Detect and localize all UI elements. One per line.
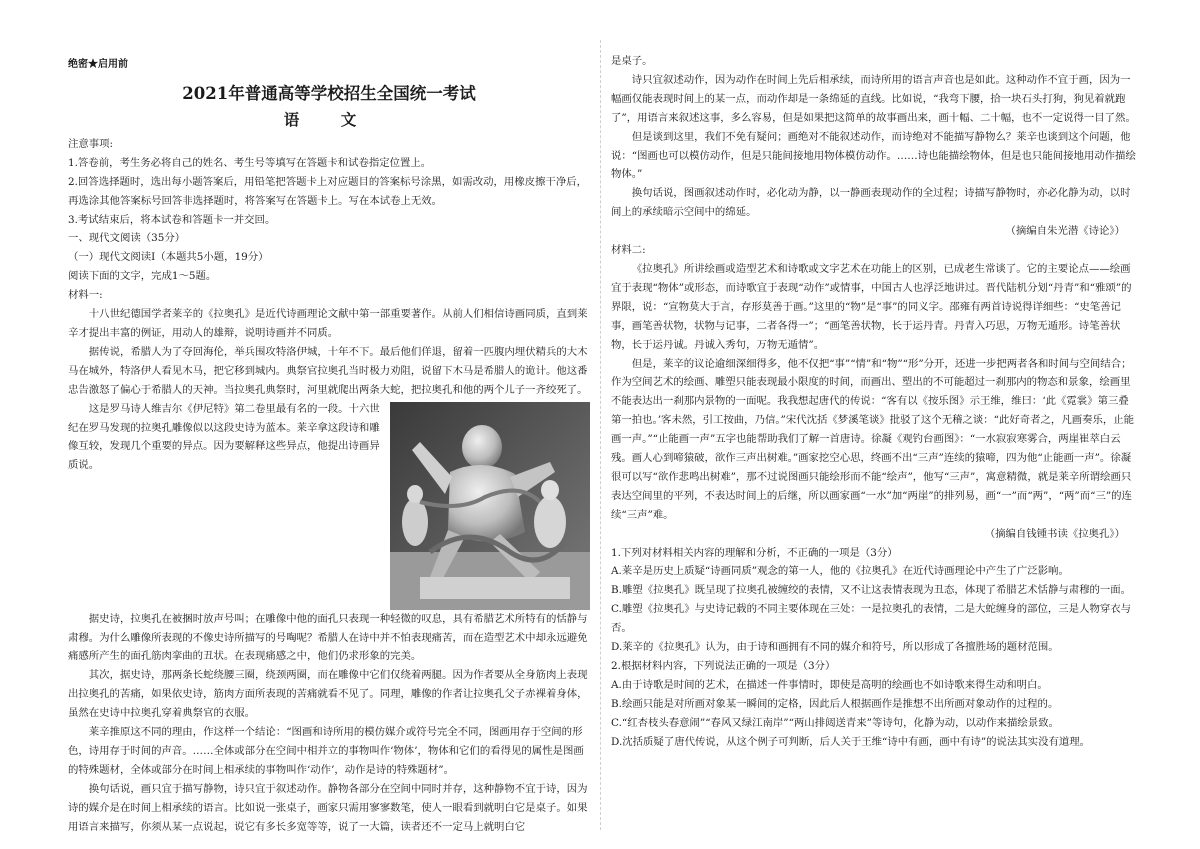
paragraph: 据史诗，拉奥孔在被捆时放声号叫；在雕像中他的面孔只表现一种轻微的叹息，具有希腊艺术所特有的恬静与肃穆。为什么雕像所表现的不像史诗所描写的号啕呢？希腊人在诗中并不怕表现痛苦，而在造型艺术中却永远避免痛感所产生的面孔筋肉挛曲的丑状。在表现痛感之中，他们仍求形象的完美。 xyxy=(68,612,588,663)
subject-title: 语 文 xyxy=(283,109,375,129)
question-option: B.绘画只能是对所画对象某一瞬间的定格，因此后人根据画作是推想不出所画对象动作的过程的。 xyxy=(611,697,1059,710)
notes-heading: 注意事项: xyxy=(68,137,114,150)
source-citation: （摘编自钱锺书读《拉奥孔》） xyxy=(984,527,1125,540)
note-item: 1.答卷前，考生务必将自己的姓名、考生号等填写在答题卡和试卷指定位置上。 xyxy=(68,156,432,169)
secret-label: 绝密★启用前 xyxy=(68,59,128,70)
section-instruction: 阅读下面的文字，完成1～5题。 xyxy=(68,270,217,283)
question-option: C.“红杏枝头春意闹”“春风又绿江南岸”“两山排闼送青来”等诗句，化静为动，以动作来描绘景致。 xyxy=(611,716,1059,729)
paragraph: 但是谈到这里，我们不免有疑问；画绝对不能叙述动作，而诗绝对不能描写静物么？莱辛也谈到这个问题，他说：“图画也可以模仿动作，但是只能间接地用物体模仿动作。……诗也能描绘物体，但是也只能间接地用动作描绘物体。” xyxy=(611,130,1136,181)
question-stem: 2.根据材料内容，下列说法正确的一项是（3分） xyxy=(611,660,836,672)
paragraph: 十八世纪德国学者莱辛的《拉奥孔》是近代诗画理论文献中第一部重要著作。从前人们相信诗画同质，直到莱辛才提出丰富的例证，用动人的雄辩，说明诗画并不同质。 xyxy=(68,308,588,339)
question-option: A.莱辛是历史上质疑“诗画同质”观念的第一人，他的《拉奥孔》在近代诗画理论中产生了广泛影响。 xyxy=(611,565,1069,578)
paragraph: 其次，据史诗，那两条长蛇绕腰三圈，绕颈两圈，而在雕像中它们仅绕着两腿。因为作者要从全身筋肉上表现出拉奥孔的苦痛，如果依史诗，筋肉方面所表现的苦痛就看不见了。同理，雕像的作者让拉奥孔父子赤裸着身体，虽然在史诗中拉奥孔穿着典祭官的衣服。 xyxy=(68,669,588,720)
laocoon-statue-figure xyxy=(390,402,590,610)
question-stem: 1.下列对材料相关内容的理解和分析，不正确的一项是（3分） xyxy=(611,546,898,559)
material-label: 材料二: xyxy=(611,244,646,257)
section-subtitle: （一）现代文阅读Ⅰ（本题共5小题，19分） xyxy=(68,251,269,264)
paragraph: 但是，莱辛的议论逾细深细得多，他不仅把“事”“情”和“物”“形”分开，还进一步把两者各和时间与空间结合；作为空间艺术的绘画、雕塑只能表现最小限度的时间，而画出、塑出的不可能超过一刹那内的物态和景象，绘画里不能表达出一刹那内景物的一面呢。我我想起唐代的传说：“客有以《按乐图》示王维，维曰：‘此《霓裳》第三叠第一拍也。’客未然，引工按曲，乃信。”宋代沈括《梦溪笔谈》批驳了这个无稽之谈：“此好奇者之，凡画奏乐，止能画一声。”“止能画一声”五字也能帮助我们了解一首唐诗。徐凝《观钓台画图》：“一水寂寂寒雾合，两崖崔萃白云残。画人心到啼猿破，欲作三声出树难。”画家挖空心思，终画不出“三声”连续的猿啼，四为他“止能画一声”。徐凝很可以写“欲作悲鸣出树难”，那不过说图画只能绘形而不能“绘声”，他写“三声”，寓意精微，就是莱辛所谓绘画只表达空间里的平列，不表达时间上的后继，所以画家画“一水”加“两崖”的排列易，画“一”而“两”，“两”而“三”的连续“三声”难。 xyxy=(611,357,1135,521)
paragraph: 换句话说，图画叙述动作时，必化动为静，以一静画表现动作的全过程；诗描写静物时，亦必化静为动，以时间上的承续暗示空间中的绵延。 xyxy=(611,187,1131,219)
material-label: 材料一: xyxy=(68,289,103,302)
paragraph: 《拉奥孔》所讲绘画或造型艺术和诗歌或文字艺术在功能上的区别，已成老生常谈了。它的主要论点——绘画宜于表现“物体”或形态，而诗歌宜于表现“动作”或情事，中国古人也浮泛地讲过。晋代陆机分划“丹青”和“雅颂”的界限，说：“宣物莫大于言，存形莫善于画。”这里的“物”是“事”的同义字。邵雍有两首诗说得详细些：“史笔善记事，画笔善状物，状物与记事，二者各得一”；“画笔善状物，长于运丹青。丹青入巧思，万物无遁形。诗笔善状物，长于运丹诚。丹诚入秀句，万物无遁情”。 xyxy=(611,262,1132,351)
paragraph-continued: 是桌子。 xyxy=(611,55,653,67)
paragraph: 这是罗马诗人维吉尔《伊尼特》第二卷里最有名的一段。十六世纪在罗马发现的拉奥孔雕像似以这段史诗为蓝本。莱辛拿这段诗和雕像互较，发现几个重要的异点。因为要解释这些异点，他提出诗画异质说。 xyxy=(68,402,380,472)
column-divider xyxy=(600,40,601,830)
left-column xyxy=(68,52,590,836)
paragraph: 诗只宜叙述动作，因为动作在时间上先后相承续，而诗所用的语言声音也是如此。这种动作不宜于画，因为一幅画仅能表现时间上的某一点，而动作却是一条绵延的直线。比如说，“我弯下腰，拾一块石头打狗，狗见着就跑了”，用语言来叙述这事，多么容易，但是如果把这简单的故事画出来，画十幅、二十幅，也不一定说得一目了然。 xyxy=(611,73,1136,124)
paragraph: 莱辛推原这不同的理由，作这样一个结论：“图画和诗所用的模仿媒介或符号完全不同，图画用存于空间的形色，诗用存于时间的声音。……全体或部分在空间中相并立的事物叫作‘物体’，物体和它们的看得见的属性是图画的特殊题材，全体或部分在时间上相承续的事物叫作‘动作’，动作是诗的特殊题材”。 xyxy=(68,726,584,776)
paragraph: 换句话说，画只宜于描写静物，诗只宜于叙述动作。静物各部分在空间中同时并存，这种静物不宜于诗，因为诗的媒介是在时间上相承续的语言。比如说一张桌子，画家只需用寥寥数笔，使人一眼看到就明白它是桌子。如果用语言来描写，你须从某一点说起，说它有多长多宽等等，说了一大篇，读者还不一定马上就明白它 xyxy=(68,782,588,833)
note-item: 3.考试结束后，将本试卷和答题卡一并交回。 xyxy=(68,213,276,226)
source-citation: （摘编自朱光潜《诗论》） xyxy=(1005,225,1125,238)
question-option: C.雕塑《拉奥孔》与史诗记载的不同主要体现在三处：一是拉奥孔的表情，二是大蛇缠身的部位，三是人物穿衣与否。 xyxy=(611,603,1132,635)
question-option: D.沈括质疑了唐代传说，从这个例子可判断，后人关于王维“诗中有画，画中有诗”的说法其实没有道理。 xyxy=(611,735,1091,748)
paragraph: 据传说，希腊人为了夺回海伦，举兵围攻特洛伊城，十年不下。最后他们佯退，留着一匹腹内埋伏精兵的大木马在城外，特洛伊人看见木马，把它移到城内。典祭官拉奥孔当时极力劝阻，说留下木马是希腊人的诡计。他这番忠告激怒了偏心于希腊人的天神。当拉奥孔典祭时，河里就爬出两条大蛇，把拉奥孔和他的两个儿子一齐绞死了。 xyxy=(68,345,588,396)
note-item: 2.回答选择题时，选出每小题答案后，用铅笔把答题卡上对应题目的答案标号涂黑，如需改动，用橡皮擦干净后，再选涂其他答案标号回答非选择题时，将答案写在答题卡上。写在本试卷上无效。 xyxy=(68,175,588,207)
question-option: D.莱辛的《拉奥孔》认为，由于诗和画拥有不同的媒介和符号，所以形成了各擅胜场的题材范围。 xyxy=(611,641,1059,654)
exam-title: 2021年普通高等学校招生全国统一考试 xyxy=(182,83,476,103)
question-option: A.由于诗歌是时间的艺术，在描述一件事情时，即使是高明的绘画也不如诗歌来得生动和明白。 xyxy=(611,678,1048,691)
section-title: 一、现代文阅读（35分） xyxy=(68,232,186,245)
text-with-figure xyxy=(68,400,590,610)
question-option: B.雕塑《拉奥孔》既呈现了拉奥孔被缠绞的表情，又不让这表情表现为丑态，体现了希腊艺术恬静与肃穆的一面。 xyxy=(611,584,1132,597)
right-column xyxy=(611,52,1139,752)
figure-side-text xyxy=(68,400,380,610)
